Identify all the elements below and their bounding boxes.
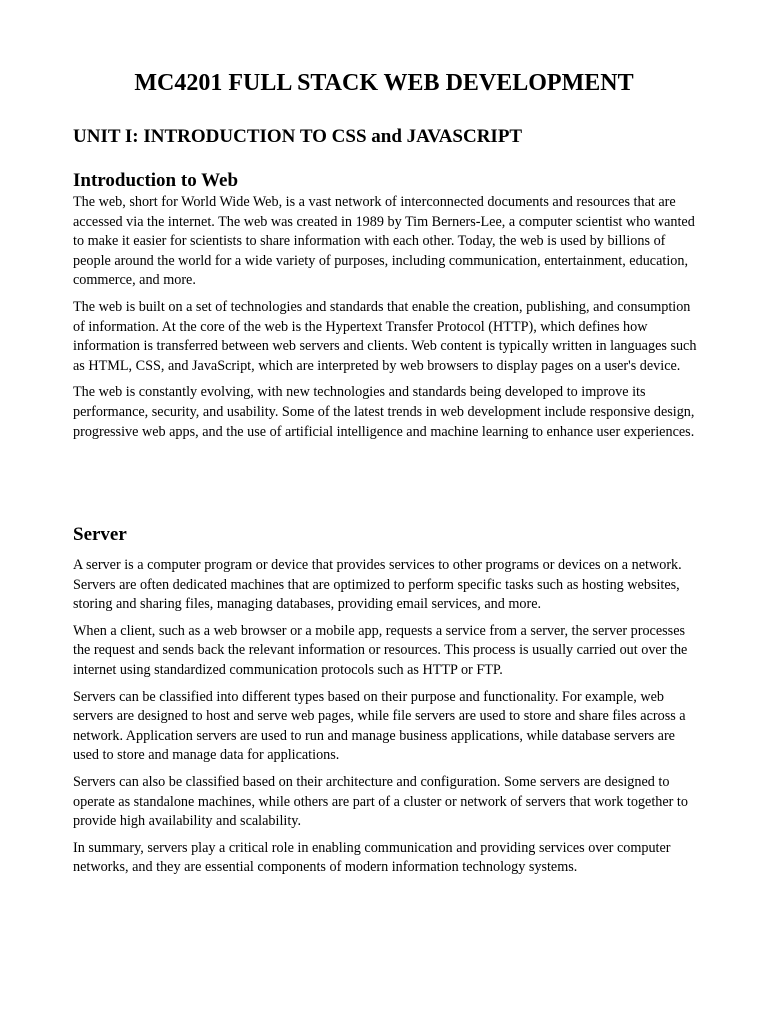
document-title: MC4201 FULL STACK WEB DEVELOPMENT bbox=[134, 70, 634, 96]
paragraph: A server is a computer program or device that provides services to other programs or devices on a network. Servers are often dedicated machines that are optimized to perform specific tasks such as hosting websites, storing and sharing files, managing databases, providing email services, and more. bbox=[73, 557, 682, 613]
paragraph: When a client, such as a web browser or a mobile app, requests a service from a server, the server processes the request and sends back the relevant information or resources. This process is usually carried out over the internet using standardized communication protocols such as HTTP or FTP. bbox=[73, 622, 688, 678]
paragraph: Servers can be classified into different types based on their purpose and functionality. For example, web servers are designed to host and serve web pages, while file servers are used to store and share files across a network. Application servers are used to run and manage business applications, while database servers are used to store and manage data for applications. bbox=[73, 688, 686, 764]
paragraph: Servers can also be classified based on their architecture and configuration. Some servers are designed to operate as standalone machines, while others are part of a cluster or network of servers that work together to provide high availability and scalability. bbox=[73, 773, 688, 830]
paragraph: The web, short for World Wide Web, is a vast network of interconnected documents and resources that are accessed via the internet. The web was created in 1989 by Tim Berners-Lee, a computer scientist who wanted to make it easier for scientists to share information with each other. Today, the web is used by billions of people around the world for a wide variety of purposes, including communication, entertainment, education, commerce, and more. bbox=[73, 194, 695, 289]
paragraph: The web is built on a set of technologies and standards that enable the creation, publishing, and consumption of information. At the core of the web is the Hypertext Transfer Protocol (HTTP), which defines how information is transferred between web servers and clients. Web content is typically written in languages such as HTML, CSS, and JavaScript, which are interpreted by web browsers to display pages on a user's device. bbox=[73, 298, 697, 374]
section-introduction-to-web bbox=[73, 169, 698, 449]
paragraph: The web is constantly evolving, with new technologies and standards being developed to improve its performance, security, and usability. Some of the latest trends in web development include responsive design, progressive web apps, and the use of artificial intelligence and machine learning to enhance user experiences. bbox=[73, 384, 695, 440]
paragraph: In summary, servers play a critical role in enabling communication and providing services over computer networks, and they are essential components of modern information technology systems. bbox=[73, 839, 671, 876]
section-server bbox=[73, 523, 698, 885]
section-heading: Introduction to Web bbox=[73, 170, 239, 191]
section-heading: Server bbox=[73, 524, 127, 545]
unit-title: UNIT I: INTRODUCTION TO CSS and JAVASCRIPT bbox=[73, 126, 523, 147]
